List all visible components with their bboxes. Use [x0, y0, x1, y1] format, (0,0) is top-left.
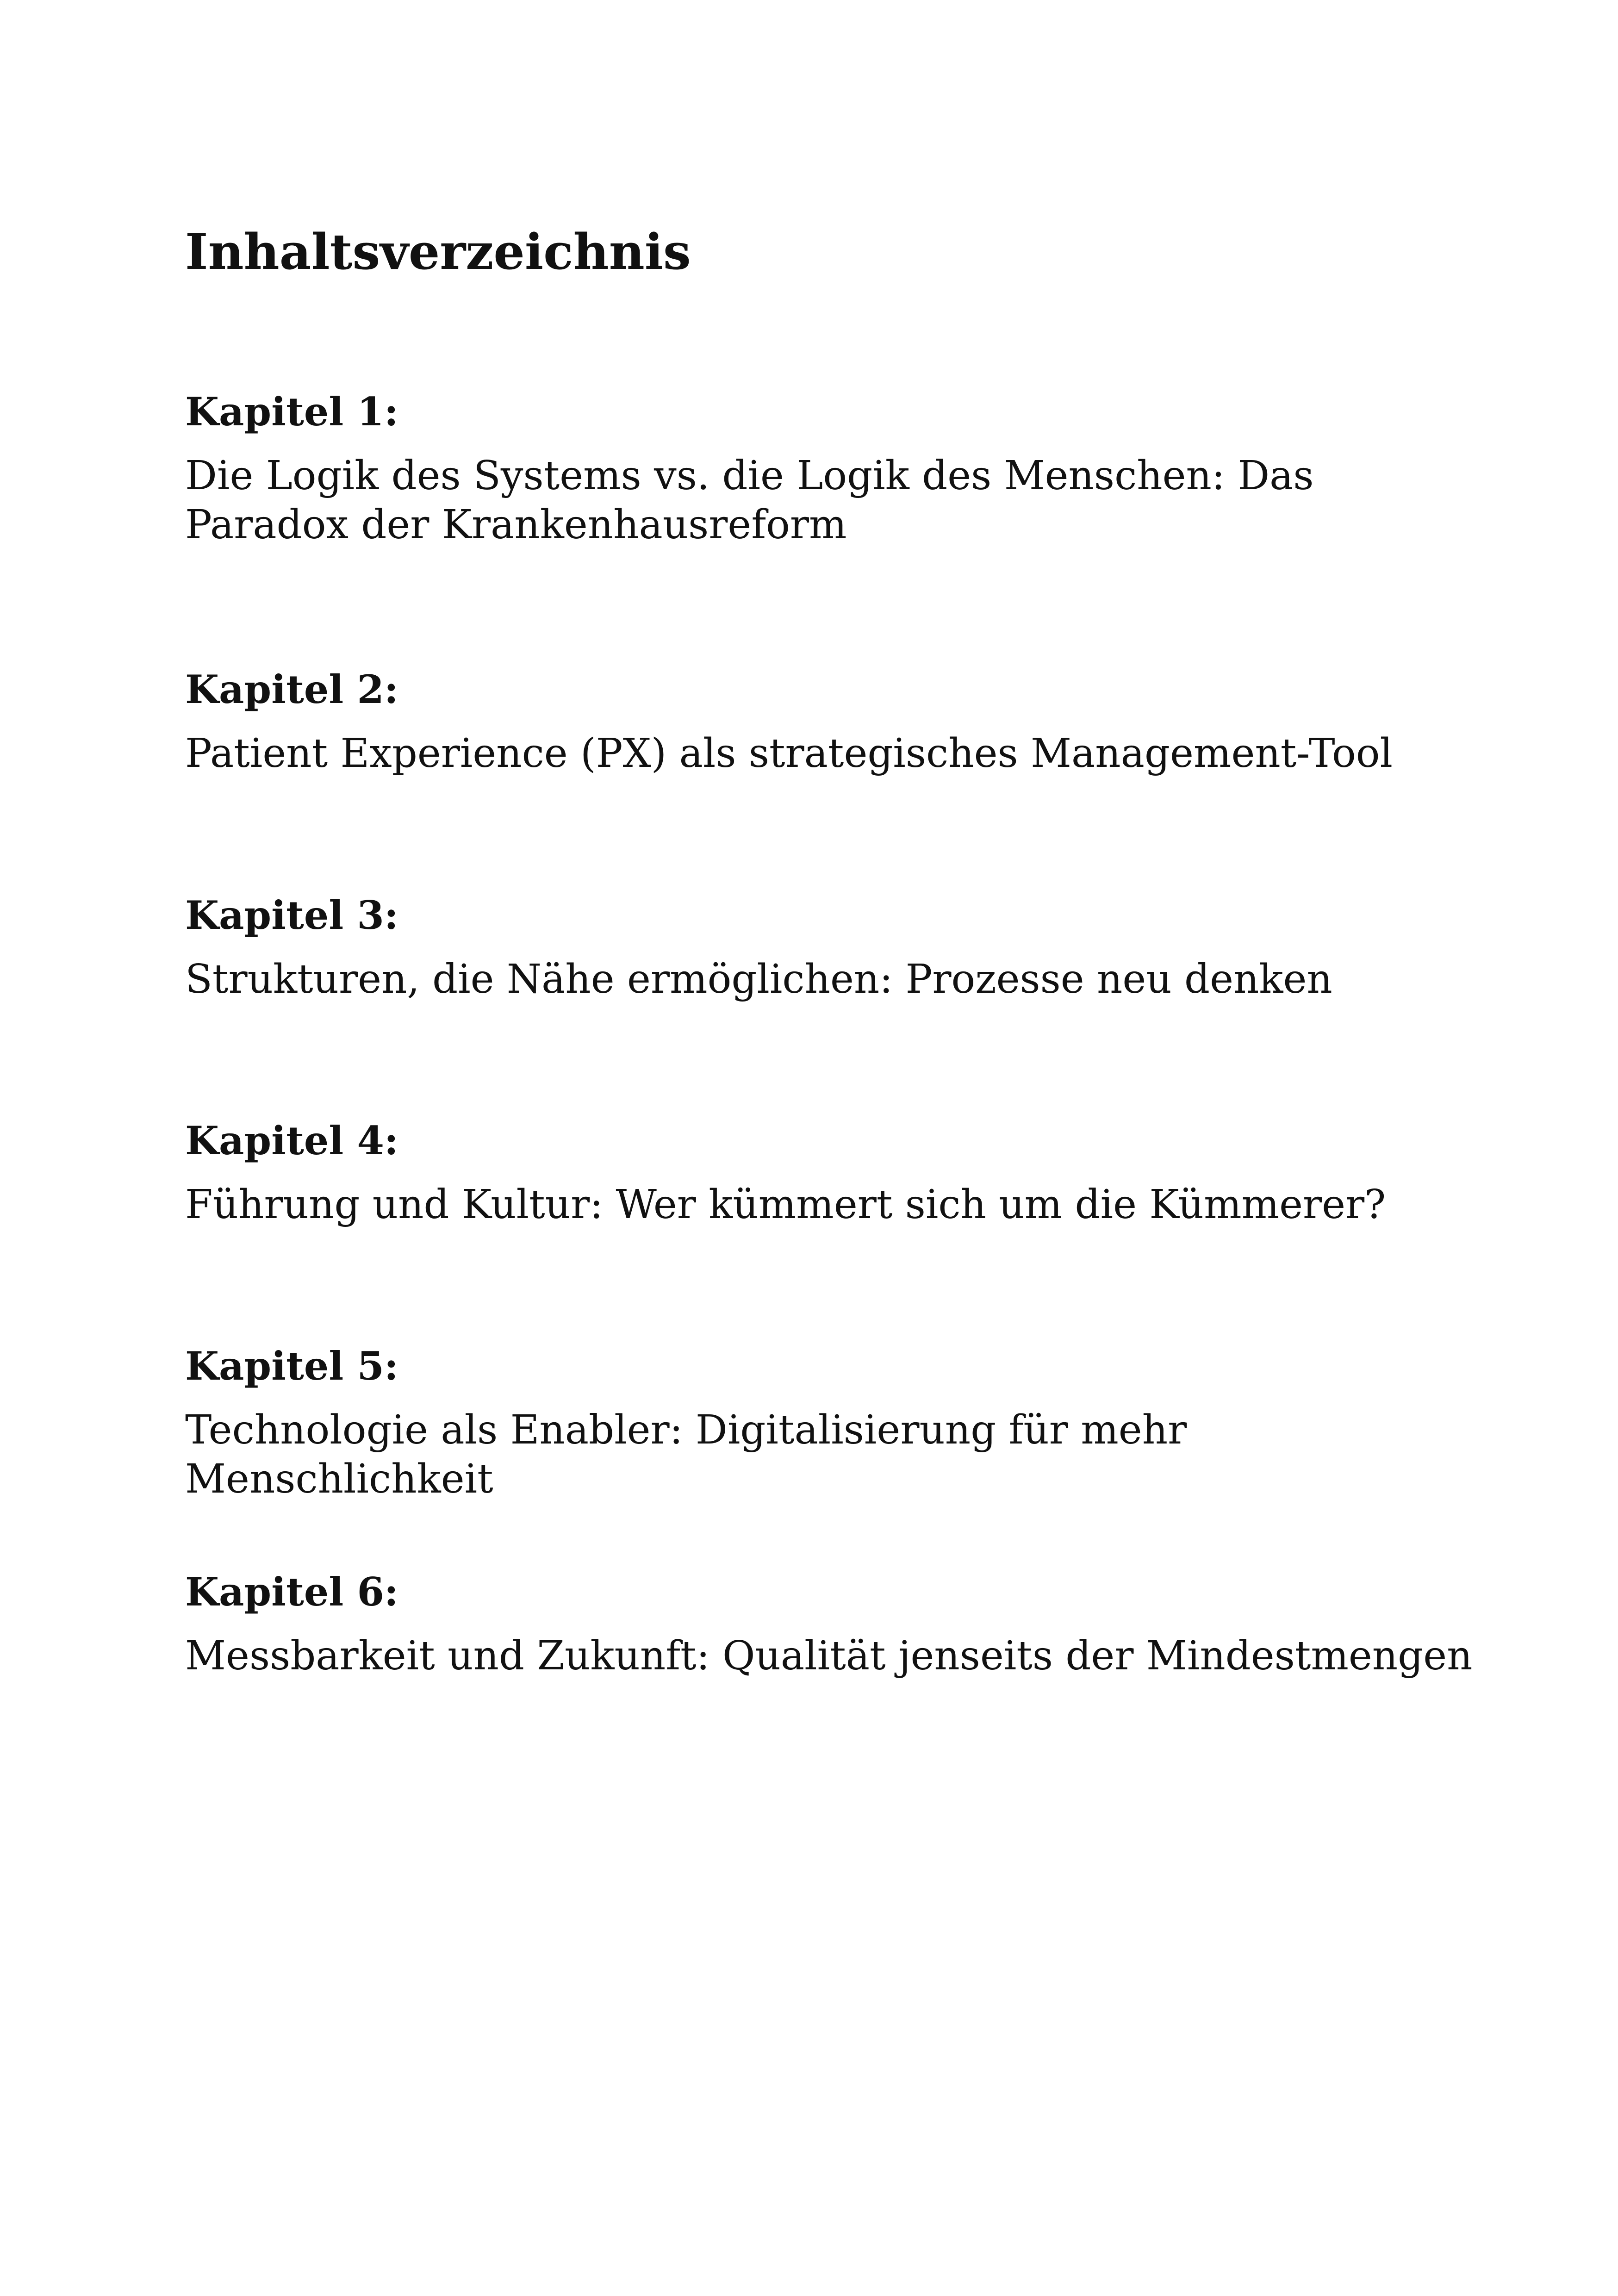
chapter-label: Kapitel 1:	[185, 389, 398, 435]
chapter-title: Patient Experience (PX) als strategisches Management-Tool	[185, 730, 1393, 777]
toc-entry-chapter-5	[185, 1343, 1481, 1504]
chapter-title: Führung und Kultur: Wer kümmert sich um die Kümmerer?	[185, 1181, 1386, 1228]
toc-entry-chapter-2	[185, 666, 1481, 778]
chapter-title: Messbarkeit und Zukunft: Qualität jenseits der Mindestmengen	[185, 1632, 1473, 1679]
chapter-label: Kapitel 2:	[185, 666, 398, 712]
toc-entry-chapter-3	[185, 892, 1481, 1004]
chapter-label: Kapitel 5:	[185, 1343, 398, 1389]
chapter-label: Kapitel 6:	[185, 1569, 398, 1615]
chapter-title: Die Logik des Systems vs. die Logik des Menschen: Das Paradox der Krankenhausreform	[185, 452, 1314, 548]
chapter-title: Technologie als Enabler: Digitalisierung für mehr Menschlichkeit	[185, 1406, 1187, 1503]
toc-entry-chapter-6	[185, 1569, 1481, 1680]
page-title: Inhaltsverzeichnis	[185, 223, 691, 280]
toc-entry-chapter-4	[185, 1118, 1481, 1229]
chapter-title: Strukturen, die Nähe ermöglichen: Prozesse neu denken	[185, 956, 1332, 1002]
chapter-label: Kapitel 3:	[185, 892, 398, 938]
chapter-label: Kapitel 4:	[185, 1118, 398, 1164]
toc-entry-chapter-1	[185, 389, 1481, 550]
